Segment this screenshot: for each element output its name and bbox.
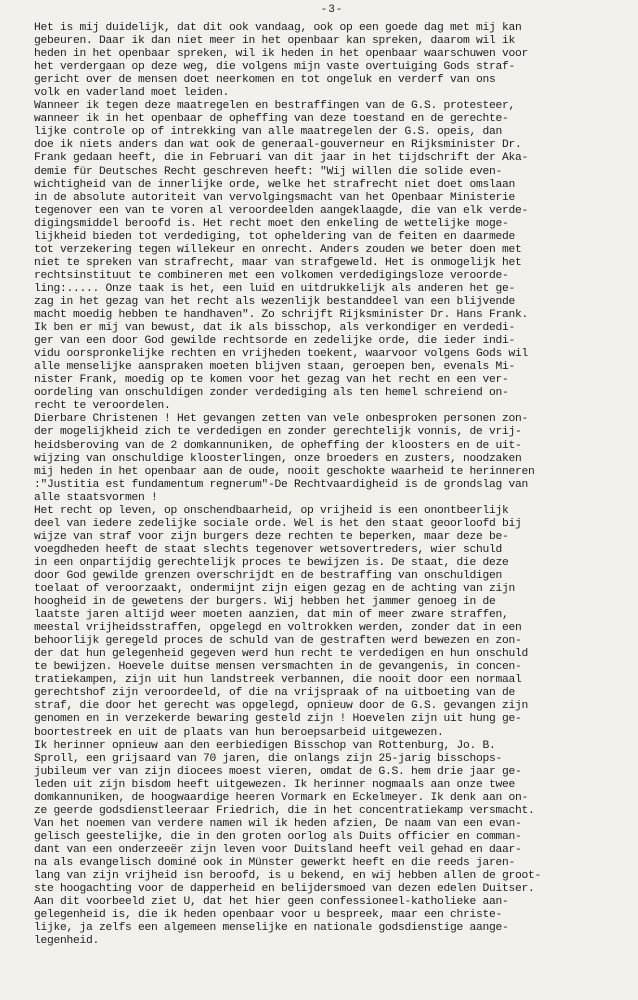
text-line: behoorlijk geregeld proces de schuld van de gestraften werd bewezen en zon-	[34, 635, 522, 648]
text-line: macht moedig hebben te handhaven". Zo schrijft Rijksminister Dr. Hans Frank.	[34, 309, 528, 322]
text-line: Sproll, een grijsaard van 70 jaren, die onlangs zijn 25-jarig bisschops-	[34, 752, 502, 765]
text-line: alle staatsvormen !	[34, 491, 158, 504]
text-line: wichtigheid van de innerlijke orde, welke het strafrecht niet doet omslaan	[34, 178, 515, 191]
text-line: domkannuniken, de hoogwaardige heeren Vormark en Eckelmeyer. Ik denk aan on-	[34, 791, 528, 804]
page-number: -3-	[320, 4, 344, 16]
text-line: lijke, ja zelfs een algemeen menselijke en nationale godsdienstige aange-	[34, 922, 509, 935]
text-line: Ik ben er mij van bewust, dat ik als bisschop, als verkondiger en verdedi-	[34, 322, 515, 335]
text-line: mij heden in het openbaar aan de oude, nooit geschokte waarheid te herinneren	[34, 465, 535, 478]
text-line: heidsberoving van de 2 domkannuniken, de opheffing der kloosters en de uit-	[34, 439, 522, 452]
text-line: ling:..... Onze taak is het, een luid en uitdrukkelijk als anderen het ge-	[34, 282, 515, 295]
text-line: gelegenheid is, die ik heden openbaar voor u bespreek, maar een christe-	[34, 909, 502, 922]
text-line: ste hoogachting voor de dapperheid en belijdersmoed van dezen edelen Duitser.	[34, 883, 535, 896]
text-line: in de absolute autoriteit van vervolgingsmacht van het Openbaar Ministerie	[34, 191, 515, 204]
text-line: jubileum ver van zijn diocees moest vieren, omdat de G.S. hem drie jaar ge-	[34, 765, 522, 778]
text-line: genomen en in verzekerde bewaring gesteld zijn ! Hoevelen zijn uit hung ge-	[34, 713, 522, 726]
text-line: gebeuren. Daar ik dan niet meer in het openbaar kan spreken, daarom wil ik	[34, 35, 515, 48]
text-line: oordeling van onschuldigen zonder verdediging als ten hemel schreiend on-	[34, 387, 509, 400]
text-line: rechtsinstituut te combineren met een volkomen verdedigingsloze veroorde-	[34, 269, 509, 282]
text-line: lijke controle op of intrekking van alle maatregelen der G.S. opeis, dan	[34, 126, 502, 139]
text-line: toelaat of veroorzaakt, ondermijnt zijn eigen gezag en de achting van zijn	[34, 583, 515, 596]
text-line: legenheid.	[34, 935, 99, 948]
text-line: gericht over de mensen doet neerkomen en tot ongeluk en verderf van ons	[34, 74, 496, 87]
text-line: gerechtshof zijn veroordeeld, of die na vrijspraak of na uitboeting van de	[34, 687, 515, 700]
text-line: Ik herinner opnieuw aan den eerbiedigen Bisschop van Rottenburg, Jo. B.	[34, 739, 496, 752]
text-line: hoogheid in de gewetens der burgers. Wij hebben het jammer genoeg in de	[34, 596, 496, 609]
text-line: tratiekampen, zijn uit hun landstreek verbannen, die nooit door een normaal	[34, 674, 522, 687]
text-line: vidu oorspronkelijke rechten en vrijheden toekent, waarvoor volgens Gods wil	[34, 348, 528, 361]
text-line: tot verzekering tegen willekeur en onrecht. Anders zouden we beter doen met	[34, 243, 522, 256]
text-line: Wanneer ik tegen deze maatregelen en bestraffingen van de G.S. protesteer,	[34, 100, 515, 113]
text-line: digingsmiddel beroofd is. Het recht moet den enkeling de wettelijke moge-	[34, 217, 509, 230]
text-line: straf, die door het gerecht was opgelegd, opnieuw door de G.S. gevangen zijn	[34, 700, 528, 713]
text-line: alle menselijke aanspraken moeten blijven staan, geroepen ben, evenals Mi-	[34, 361, 515, 374]
text-line: Het recht op leven, op onschendbaarheid, op vrijheid is een onontbeerlijk	[34, 504, 509, 517]
text-line: boortestreek en uit de plaats van hun beroepsarbeid uitgewezen.	[34, 726, 444, 739]
text-line: lang van zijn vrijheid isn beroofd, is u bekend, en wij hebben allen de groot-	[34, 870, 541, 883]
text-line: wijzing van onschuldige kloosterlingen, onze broeders en zusters, noodzaken	[34, 452, 522, 465]
text-line: der dat hun gelegenheid gegeven werd hun recht te verdedigen en hun onschuld	[34, 648, 528, 661]
text-line: door God gewilde grenzen overschrijdt en de bestraffing van onschuldigen	[34, 569, 502, 582]
text-line: ze geerde godsdienstleeraar Friedrich, die in het concentratiekamp versmacht.	[34, 804, 535, 817]
text-line: niet te spreken van strafrecht, maar van strafgeweld. Het is onmogelijk het	[34, 256, 522, 269]
text-line: in een onpartijdig gerechtelijk proces te bewijzen is. De staat, die deze	[34, 556, 509, 569]
text-line: voegdheden heeft de staat slechts tegenover wetsovertreders, wier schuld	[34, 543, 502, 556]
text-line: meestal vrijheidsstraffen, opgelegd en voltrokken werden, zonder dat in een	[34, 622, 522, 635]
text-line: demie für Deutsches Recht geschreven heeft: "Wij willen die solide even-	[34, 165, 502, 178]
text-line: deel van iedere zedelijke sociale orde. Wel is het den staat geoorloofd bij	[34, 517, 522, 530]
text-line: zag in het gezag van het recht als wezenlijk bestanddeel van een blijvende	[34, 295, 515, 308]
text-line: na als evangelisch dominé ook in Münster gewerkt heeft en die reeds jaren-	[34, 857, 515, 869]
text-line: laatste jaren altijd weer moeten aanzien, dat min of meer zware straffen,	[34, 609, 509, 622]
text-line: leden uit zijn bisdom heeft uitgewezen. Ik herinner nogmaals aan onze twee	[34, 778, 515, 791]
text-line: te bewijzen. Hoevele duitse mensen versmachten in de gevangenis, in concen-	[34, 661, 522, 674]
text-line: Van het noemen van verdere namen wil ik heden afzien, De naam van een evan-	[34, 817, 522, 830]
text-line: heden in het openbaar spreken, wil ik heden in het openbaar waarschuwen voor	[34, 48, 528, 61]
text-line: wanneer ik in het openbaar de opheffing van deze toestand en de gerechte-	[34, 113, 509, 126]
text-line: doe ik niets anders dan wat ook de generaal-gouverneur en Rijksminister Dr.	[34, 139, 522, 152]
text-line: dant van een onderzeeër zijn leven voor Duitsland heeft veil gehad en daar-	[34, 843, 522, 856]
text-line: Frank gedaan heeft, die in Februari van dit jaar in het tijdschrift der Aka-	[34, 152, 528, 165]
text-line: gelisch geestelijke, die in den groten oorlog als Duits officier en comman-	[34, 830, 522, 843]
text-line: wijze van straf voor zijn burgers deze rechten te beperken, maar deze be-	[34, 530, 509, 543]
text-line: het verdergaan op deze weg, die volgens mijn vaste overtuiging Gods straf-	[34, 61, 515, 74]
text-line: Dierbare Christenen ! Het gevangen zetten van vele onbesproken personen zon-	[34, 413, 528, 426]
text-line: Aan dit voorbeeld ziet U, dat het hier geen confessioneel-katholieke aan-	[34, 896, 509, 909]
text-line: lijkheid bieden tot verdediging, tot opheldering van de feiten en daarmede	[34, 230, 515, 243]
text-line: Het is mij duidelijk, dat dit ook vandaag, ook op een goede dag met mij kan	[34, 22, 522, 34]
text-line: der mogelijkheid zich te verdedigen en zonder gerechtelijk vonnis, de vrij-	[34, 426, 522, 439]
text-line: volk en vaderland moet leiden.	[34, 87, 229, 100]
text-line: nister Frank, moedig op te komen voor het gezag van het recht en een ver-	[34, 374, 509, 387]
text-line: recht te veroordelen.	[34, 400, 171, 413]
text-line: :"Justitia est fundamentum regnerum"-De Rechtvaardigheid is de grondslag van	[34, 478, 528, 491]
body-text	[34, 22, 630, 948]
text-line: ger van een door God gewilde rechtsorde en zedelijke orde, die ieder indi-	[34, 335, 515, 348]
text-line: tegenover een van te voren al veroordeelden aangeklaagde, die van elk verde-	[34, 204, 528, 217]
